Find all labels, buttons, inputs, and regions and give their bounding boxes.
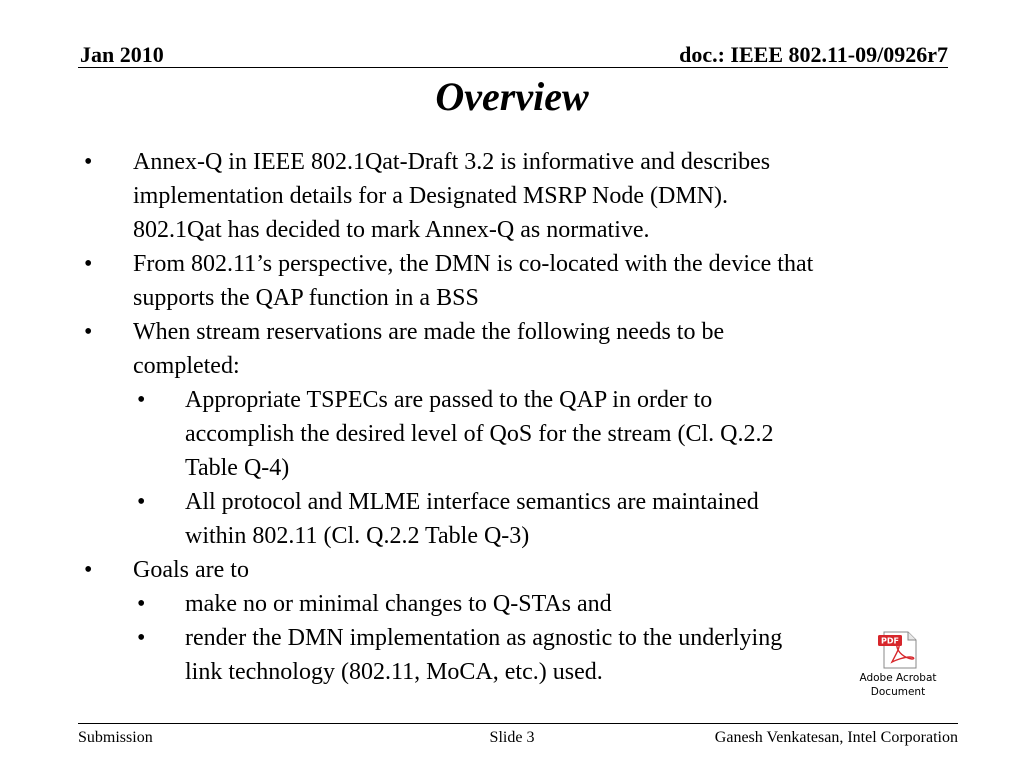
bullet-marker: • [137,625,146,651]
footer-author: Ganesh Venkatesan, Intel Corporation [714,729,958,746]
bullet-text-line: implementation details for a Designated MSRP Node (DMN). [133,183,729,209]
header-divider [78,67,948,68]
sub-bullet-item [137,485,885,553]
bullet-marker: • [137,489,146,515]
slide-title: Overview [435,74,589,119]
footer-divider [78,723,958,724]
bullet-text-line: supports the QAP function in a BSS [133,285,479,311]
bullet-marker: • [84,557,93,583]
bullet-text-line: link technology (802.11, MoCA, etc.) used. [185,659,603,685]
bullet-text-line: Annex-Q in IEEE 802.1Qat-Draft 3.2 is informative and describes [133,149,771,175]
bullet-text-line: completed: [133,353,240,379]
bullet-text-line: 802.1Qat has decided to mark Annex-Q as normative. [133,217,650,243]
bullet-text-line: make no or minimal changes to Q-STAs and [185,591,612,617]
sub-bullet-item [137,621,885,689]
header-date: Jan 2010 [80,42,164,67]
bullet-text-line: accomplish the desired level of QoS for the stream (Cl. Q.2.2 [185,421,774,447]
pdf-caption [848,671,948,699]
bullet-marker: • [84,149,93,175]
bullet-marker: • [84,319,93,345]
footer-submission: Submission [78,729,153,746]
sub-bullet-item [137,383,885,485]
bullet-text-line: Table Q-4) [185,455,290,481]
bullet-text-line: within 802.11 (Cl. Q.2.2 Table Q-3) [185,523,530,549]
bullet-item [84,247,948,315]
bullet-item [84,315,948,383]
pdf-attachment[interactable] [848,628,948,700]
sub-bullet-item [137,587,885,621]
pdf-caption-line2: Document [870,686,926,698]
bullet-marker: • [137,591,146,617]
bullet-marker: • [137,387,146,413]
footer-slide-number: Slide 3 [489,729,535,746]
pdf-document-icon [876,628,922,670]
bullet-marker: • [84,251,93,277]
pdf-caption-line1: Adobe Acrobat [859,672,937,684]
bullet-item [84,145,948,247]
bullet-text-line: When stream reservations are made the following needs to be [133,319,725,345]
header-doc-id: doc.: IEEE 802.11-09/0926r7 [679,42,948,67]
pdf-badge-text: PDF [881,636,899,646]
bullet-text-line: All protocol and MLME interface semantics are maintained [185,489,759,515]
bullet-text-line: Appropriate TSPECs are passed to the QAP in order to [185,387,713,413]
bullet-text-line: render the DMN implementation as agnostic to the underlying [185,625,783,651]
bullet-text-line: Goals are to [133,557,249,583]
bullet-item [84,553,948,587]
bullet-text-line: From 802.11’s perspective, the DMN is co-located with the device that [133,251,814,277]
